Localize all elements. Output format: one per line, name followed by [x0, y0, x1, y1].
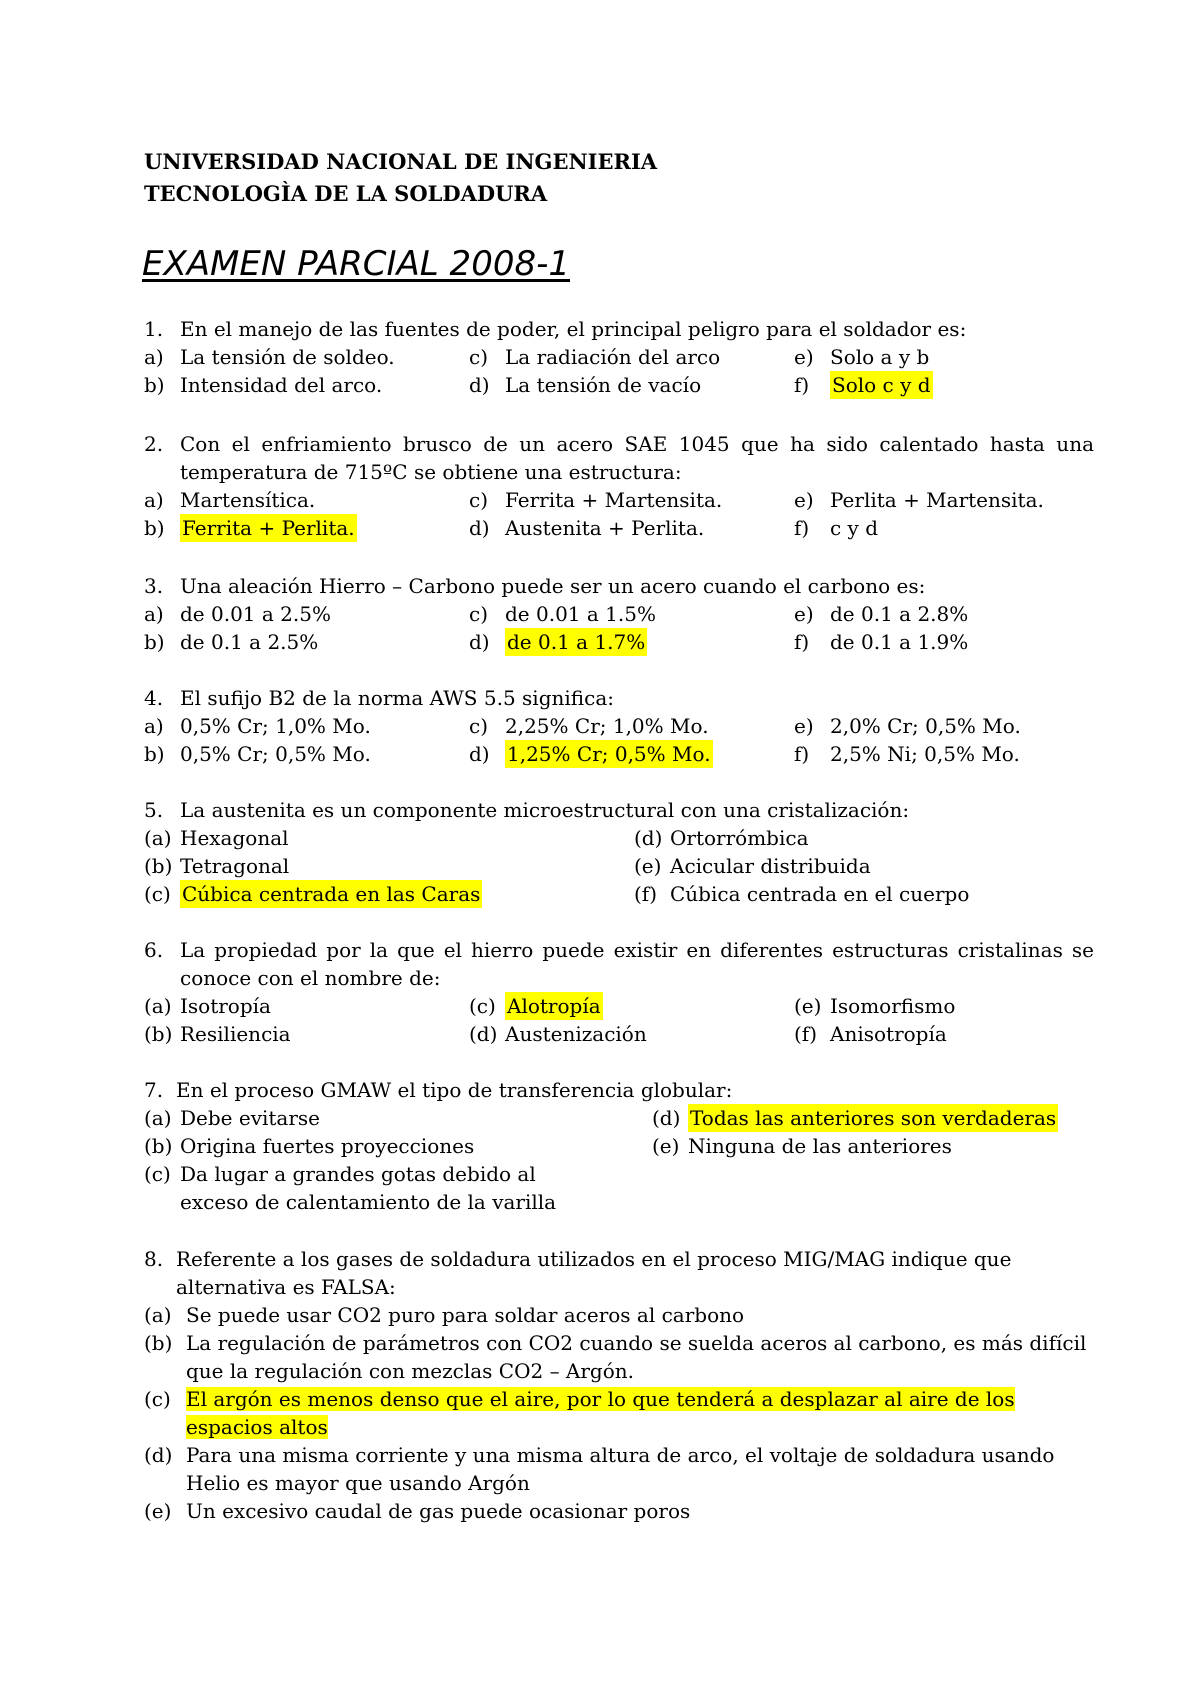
- question-number: 2.: [144, 432, 164, 456]
- option-d: [144, 1441, 1094, 1497]
- option-text: Isotropía: [180, 994, 271, 1018]
- option-text: La radiación del arco: [505, 345, 721, 369]
- option-label: e): [794, 345, 814, 369]
- option-label: (f): [794, 1022, 818, 1046]
- option-label: b): [144, 516, 165, 540]
- option-b: [144, 852, 634, 880]
- option-text: Cúbica centrada en el cuerpo: [670, 882, 970, 906]
- option-text: Perlita + Martensita.: [830, 488, 1044, 512]
- highlighted-answer: de 0.1 a 1.7%: [507, 630, 646, 654]
- option-label: d): [469, 630, 490, 654]
- option-label: c): [469, 602, 489, 626]
- question-text: Referente a los gases de soldadura utilizados en el proceso MIG/MAG indique que alternativa es FALSA:: [176, 1247, 1012, 1299]
- highlighted-answer: Todas las anteriores son verdaderas: [690, 1106, 1057, 1130]
- option-f: [794, 740, 1094, 768]
- option-label: c): [469, 714, 489, 738]
- option-label: (d): [469, 1022, 498, 1046]
- option-e: [794, 992, 1094, 1020]
- option-text: 0,5% Cr; 1,0% Mo.: [180, 714, 371, 738]
- option-e: [634, 852, 1094, 880]
- option-text: Intensidad del arco.: [180, 373, 383, 397]
- option-d: [652, 1104, 1112, 1132]
- question-number: 1.: [144, 317, 164, 341]
- question-text: Una aleación Hierro – Carbono puede ser un acero cuando el carbono es:: [180, 574, 926, 598]
- option-text: 2,5% Ni; 0,5% Mo.: [830, 742, 1020, 766]
- option-label: (d): [652, 1106, 681, 1130]
- option-text: Austenización: [505, 1022, 647, 1046]
- option-f: [794, 514, 1094, 542]
- option-d: [469, 514, 794, 542]
- option-b: [144, 740, 469, 768]
- course-name: TECNOLOGÌA DE LA SOLDADURA: [144, 181, 548, 206]
- question-number: 7.: [144, 1078, 164, 1102]
- question-2: [144, 430, 1094, 542]
- option-text: Un excesivo caudal de gas puede ocasionar poros: [186, 1499, 691, 1523]
- question-5: [144, 796, 1094, 908]
- option-label: d): [469, 742, 490, 766]
- highlighted-answer: Ferrita + Perlita.: [182, 516, 355, 540]
- option-text: La regulación de parámetros con CO2 cuando se suelda aceros al carbono, es más difícil que la regulación con mezclas CO2 – Argón.: [186, 1331, 1087, 1383]
- option-d: [469, 740, 794, 768]
- option-label: a): [144, 345, 164, 369]
- option-text: Resiliencia: [180, 1022, 291, 1046]
- option-c: [469, 343, 794, 371]
- option-b: [144, 371, 469, 399]
- question-3: [144, 572, 1094, 656]
- option-f: [794, 1020, 1094, 1048]
- option-label: a): [144, 488, 164, 512]
- option-d: [634, 824, 1094, 852]
- option-text: Origina fuertes proyecciones: [180, 1134, 475, 1158]
- option-a: [144, 992, 469, 1020]
- option-label: f): [794, 630, 810, 654]
- option-label: a): [144, 602, 164, 626]
- option-label: (e): [652, 1134, 680, 1158]
- option-a: [144, 824, 634, 852]
- option-label: e): [794, 714, 814, 738]
- option-text: Anisotropía: [830, 1022, 947, 1046]
- option-text: de 0.1 a 1.9%: [830, 630, 969, 654]
- option-c: [144, 880, 634, 908]
- option-label: (c): [144, 1162, 171, 1186]
- question-number: 5.: [144, 798, 164, 822]
- option-label: (c): [144, 882, 171, 906]
- option-d: [469, 1020, 794, 1048]
- option-f: [794, 628, 1094, 656]
- option-label: (f): [634, 882, 658, 906]
- option-text: de 0.1 a 2.8%: [830, 602, 969, 626]
- option-text: 2,25% Cr; 1,0% Mo.: [505, 714, 709, 738]
- option-text: Ferrita + Martensita.: [505, 488, 723, 512]
- option-label: (b): [144, 1331, 173, 1355]
- option-text: 2,0% Cr; 0,5% Mo.: [830, 714, 1021, 738]
- option-label: (e): [144, 1499, 172, 1523]
- option-label: (a): [144, 826, 172, 850]
- question-text: En el proceso GMAW el tipo de transferencia globular:: [176, 1078, 733, 1102]
- option-text: de 0.01 a 2.5%: [180, 602, 331, 626]
- option-text: Para una misma corriente y una misma altura de arco, el voltaje de soldadura usando Helio es mayor que usando Argón: [186, 1443, 1055, 1495]
- option-a: [144, 343, 469, 371]
- option-c: [469, 486, 794, 514]
- option-text: c y d: [830, 516, 879, 540]
- option-c: [144, 1160, 652, 1216]
- option-text: Isomorfismo: [830, 994, 956, 1018]
- option-e: [144, 1497, 1094, 1525]
- option-c: [469, 712, 794, 740]
- option-text: Acicular distribuida: [670, 854, 871, 878]
- option-e: [794, 486, 1094, 514]
- option-a: [144, 486, 469, 514]
- option-b: [144, 1329, 1094, 1385]
- option-b: [144, 628, 469, 656]
- option-b: [144, 1132, 652, 1160]
- option-text: Ortorrómbica: [670, 826, 809, 850]
- option-label: f): [794, 373, 810, 397]
- question-text: En el manejo de las fuentes de poder, el principal peligro para el soldador es:: [180, 317, 967, 341]
- option-label: b): [144, 742, 165, 766]
- option-label: (b): [144, 1022, 173, 1046]
- question-4: [144, 684, 1094, 768]
- question-6: [144, 936, 1094, 1048]
- option-f: [794, 371, 1094, 399]
- option-e: [794, 343, 1094, 371]
- question-7: [144, 1076, 1094, 1216]
- highlighted-answer: Alotropía: [507, 994, 601, 1018]
- option-b: [144, 1020, 469, 1048]
- option-a: [144, 600, 469, 628]
- option-label: e): [794, 488, 814, 512]
- option-text: 0,5% Cr; 0,5% Mo.: [180, 742, 371, 766]
- option-c: [469, 600, 794, 628]
- option-label: (d): [634, 826, 663, 850]
- option-label: (a): [144, 1106, 172, 1130]
- option-a: [144, 1104, 652, 1132]
- document-header: [144, 146, 657, 210]
- option-text: de 0.1 a 2.5%: [180, 630, 319, 654]
- exam-title: EXAMEN PARCIAL 2008-1: [142, 244, 570, 284]
- option-label: (a): [144, 1303, 172, 1327]
- option-label: (e): [634, 854, 662, 878]
- option-label: b): [144, 373, 165, 397]
- option-text: Solo a y b: [830, 345, 930, 369]
- option-text: Se puede usar CO2 puro para soldar aceros al carbono: [186, 1303, 745, 1327]
- option-text: Austenita + Perlita.: [505, 516, 705, 540]
- option-e: [794, 600, 1094, 628]
- option-label: (d): [144, 1443, 173, 1467]
- option-f: [634, 880, 1094, 908]
- highlighted-answer: Cúbica centrada en las Caras: [182, 882, 481, 906]
- question-number: 8.: [144, 1247, 164, 1271]
- question-text: La propiedad por la que el hierro puede existir en diferentes estructuras cristalinas se conoce con el nombre de:: [180, 938, 1094, 990]
- option-c: [469, 992, 794, 1020]
- question-number: 4.: [144, 686, 164, 710]
- option-text: Tetragonal: [180, 854, 290, 878]
- option-text: La tensión de soldeo.: [180, 345, 395, 369]
- highlighted-answer: El argón es menos denso que el aire, por lo que tenderá a desplazar al aire de los espacios altos: [186, 1387, 1015, 1439]
- option-label: (c): [144, 1387, 171, 1411]
- option-label: c): [469, 488, 489, 512]
- highlighted-answer: Solo c y d: [832, 373, 931, 397]
- option-d: [469, 371, 794, 399]
- option-d: [469, 628, 794, 656]
- option-c: [144, 1385, 1094, 1441]
- option-e: [794, 712, 1094, 740]
- university-name: UNIVERSIDAD NACIONAL DE INGENIERIA: [144, 149, 658, 174]
- option-text: Ninguna de las anteriores: [688, 1134, 952, 1158]
- option-text: Debe evitarse: [180, 1106, 321, 1130]
- option-label: (e): [794, 994, 822, 1018]
- option-label: (b): [144, 854, 173, 878]
- question-number: 3.: [144, 574, 164, 598]
- question-text: Con el enfriamiento brusco de un acero SAE 1045 que ha sido calentado hasta una temperatura de 715ºC se obtiene una estructura:: [180, 432, 1094, 484]
- question-text: La austenita es un componente microestructural con una cristalización:: [180, 798, 910, 822]
- option-text: La tensión de vacío: [505, 373, 702, 397]
- option-label: e): [794, 602, 814, 626]
- option-text: Hexagonal: [180, 826, 289, 850]
- option-text: Da lugar a grandes gotas debido al: [180, 1162, 536, 1186]
- question-number: 6.: [144, 938, 164, 962]
- question-1: [144, 315, 1094, 399]
- option-a: [144, 1301, 1094, 1329]
- option-label: (b): [144, 1134, 173, 1158]
- option-label: (c): [469, 994, 496, 1018]
- option-label: d): [469, 373, 490, 397]
- option-text: de 0.01 a 1.5%: [505, 602, 656, 626]
- highlighted-answer: 1,25% Cr; 0,5% Mo.: [507, 742, 711, 766]
- option-label: f): [794, 742, 810, 766]
- question-8: [144, 1245, 1094, 1525]
- option-text: Martensítica.: [180, 488, 316, 512]
- question-text: El sufijo B2 de la norma AWS 5.5 significa:: [180, 686, 614, 710]
- option-label: d): [469, 516, 490, 540]
- option-a: [144, 712, 469, 740]
- option-b: [144, 514, 469, 542]
- option-label: b): [144, 630, 165, 654]
- option-e: [652, 1132, 1112, 1160]
- option-label: f): [794, 516, 810, 540]
- option-label: a): [144, 714, 164, 738]
- option-label: c): [469, 345, 489, 369]
- option-text-continued: exceso de calentamiento de la varilla: [180, 1190, 557, 1214]
- option-label: (a): [144, 994, 172, 1018]
